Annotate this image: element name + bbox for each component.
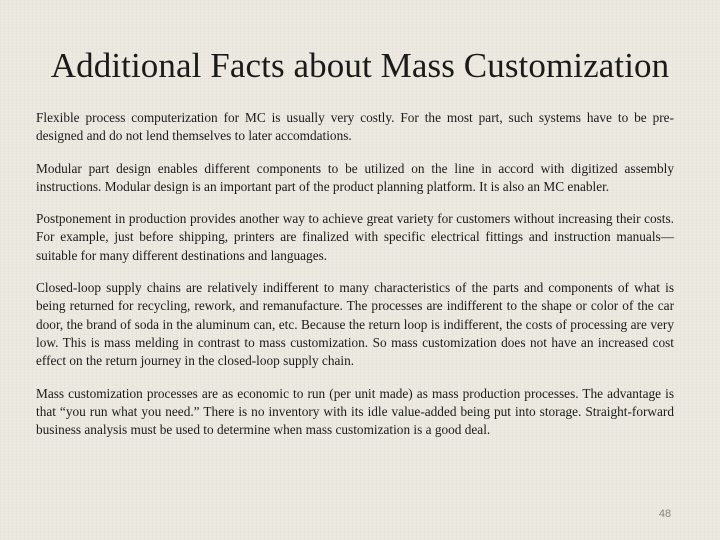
paragraph-flexible-process: Flexible process computerization for MC is usually very costly. For the most part, such systems have to be pre-designed and do not lend themselves to later accomdations. <box>36 110 674 144</box>
slide-title: Additional Facts about Mass Customization <box>50 46 670 85</box>
paragraph-postponement: Postponement in production provides another way to achieve great variety for customers without increasing their costs. For example, just before shipping, printers are finalized with specific electrical fittings and instruction manuals—suitable for many different destinations and languages. <box>36 211 674 263</box>
paragraph-closed-loop: Closed-loop supply chains are relatively indifferent to many characteristics of the parts and components of what is being returned for recycling, rework, and remanufacture. The processes are indifferent to the shape or color of the car door, the brand of soda in the aluminum can, etc. Because the return loop is indifferent, the costs of processing are very low. This is mass melding in contrast to mass customization. So mass customization does not have an increased cost effect on the return journey in the closed-loop supply chain. <box>36 280 674 369</box>
page-number: 48 <box>658 508 672 520</box>
slide-body <box>36 109 674 439</box>
paragraph-modular-design: Modular part design enables different components to be utilized on the line in accord with digitized assembly instructions. Modular design is an important part of the product planning platform. It is also an MC enabler. <box>36 160 674 194</box>
paragraph-mass-customization-economics: Mass customization processes are as economic to run (per unit made) as mass production processes. The advantage is that “you run what you need.” There is no inventory with its idle value-added being put into storage. Straight-forward business analysis must be used to determine when mass customization is a good deal. <box>36 385 674 438</box>
